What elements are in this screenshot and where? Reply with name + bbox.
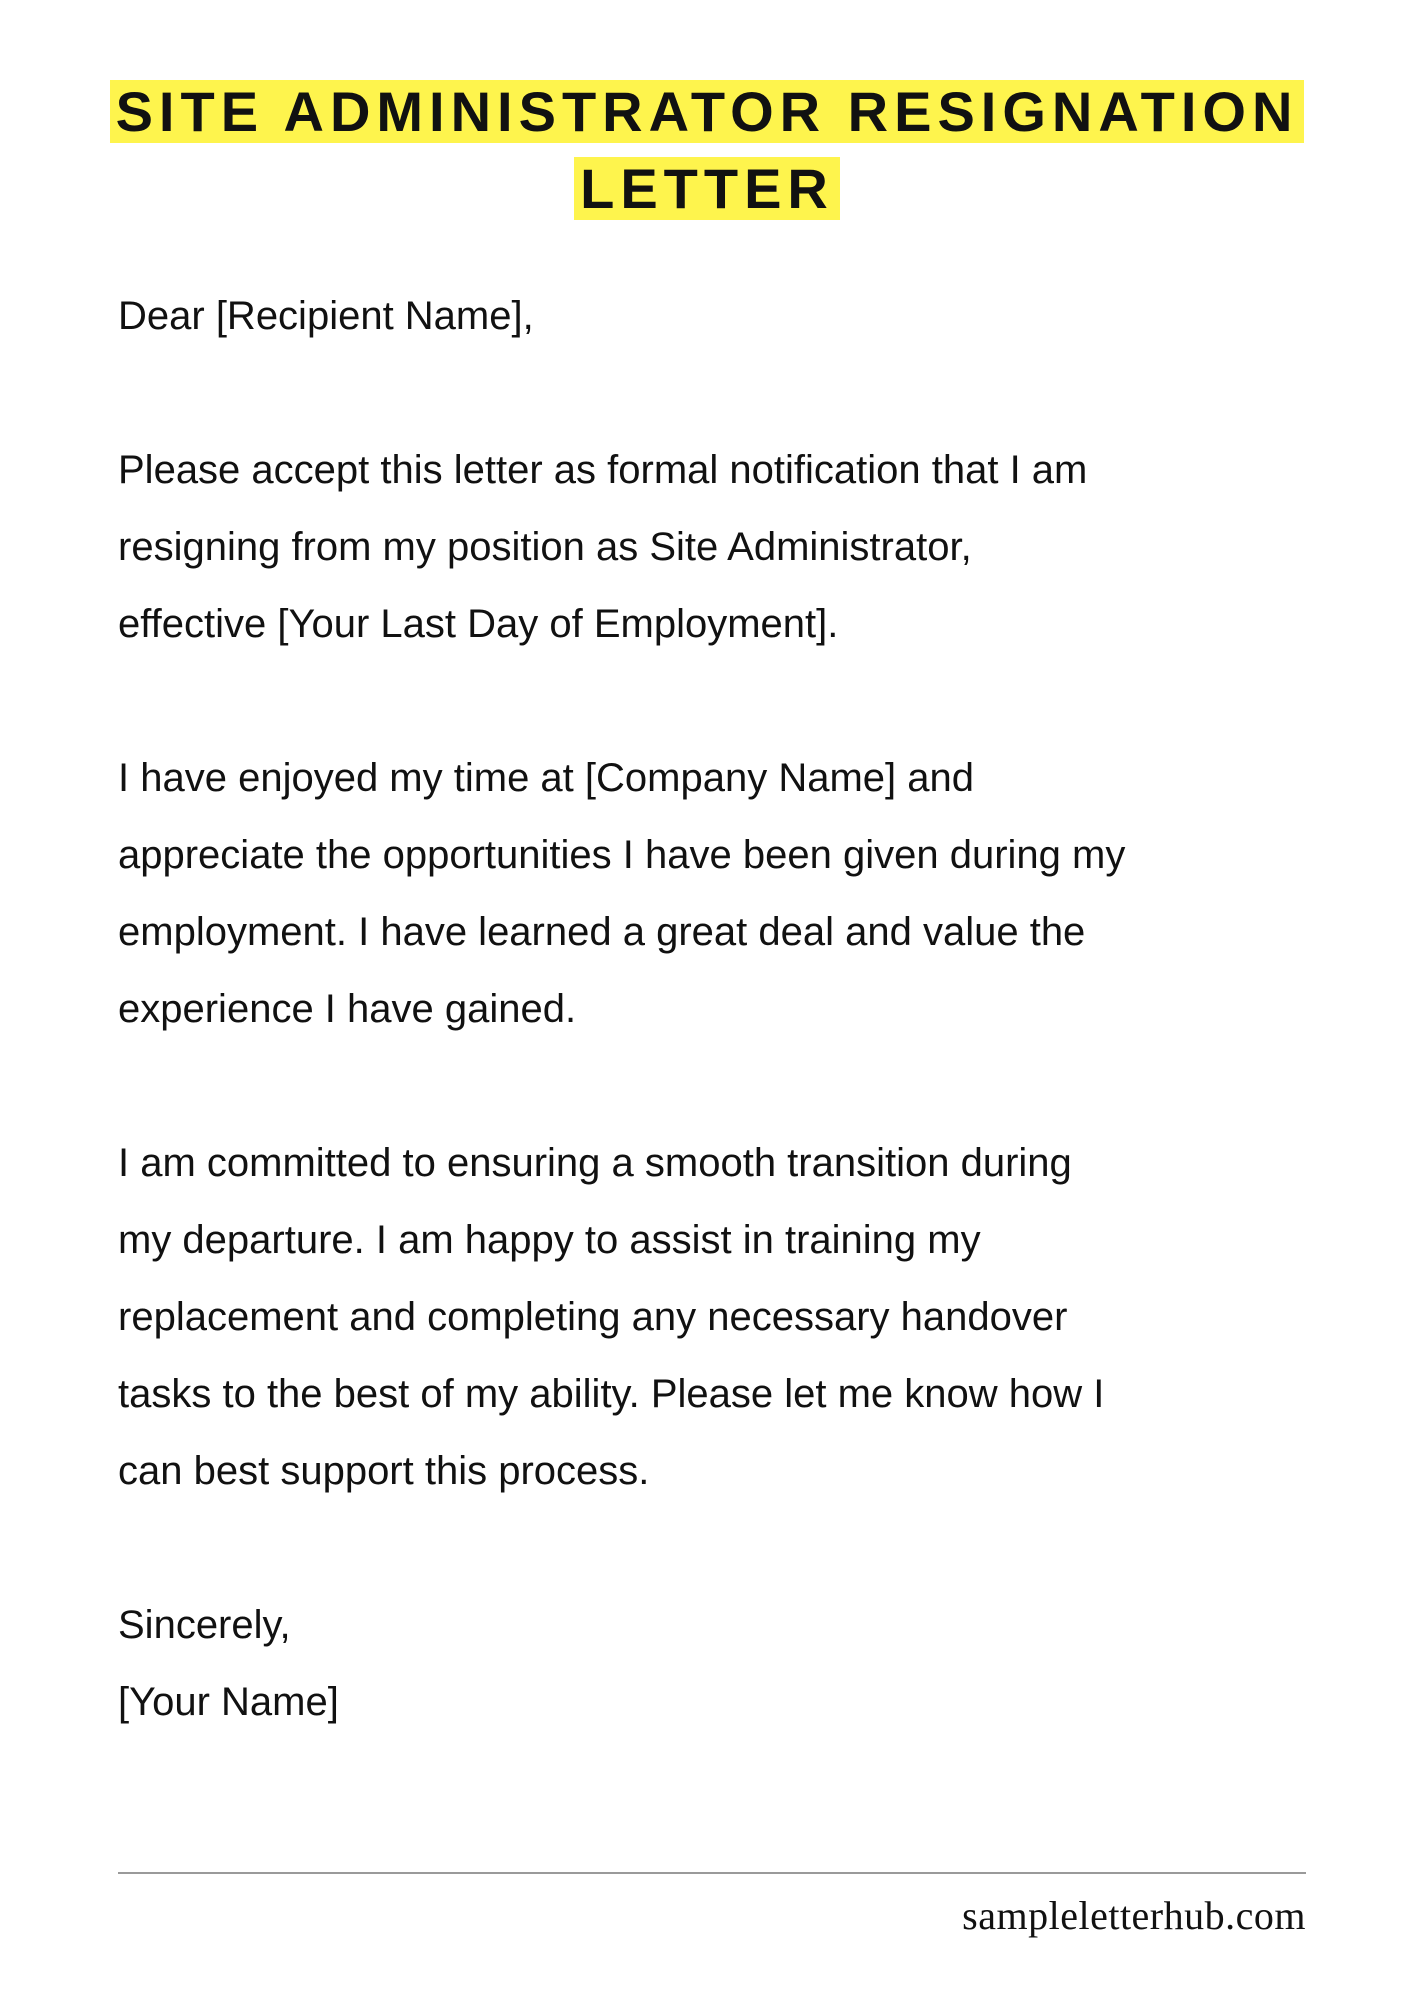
paragraph-appreciation: I have enjoyed my time at [Company Name] and appreciate the opportunities I have been given during my employment. I have learned a great deal and value the experience I have gained. [118,756,1126,1031]
footer-divider [118,1872,1306,1874]
signature: [Your Name] [118,1680,339,1724]
salutation: Dear [Recipient Name], [118,294,534,338]
letter-body [118,278,1358,1741]
paragraph-transition: I am committed to ensuring a smooth transition during my departure. I am happy to assist in training my replacement and completing any necessary handover tasks to the best of my ability. Please let me know how I can best support this process. [118,1141,1105,1493]
title-highlight: SITE ADMINISTRATOR RESIGNATION LETTER [110,80,1305,220]
page-title [40,73,1374,227]
paragraph-resignation-notice: Please accept this letter as formal notification that I am resigning from my position as Site Administrator, effective [Your Last Day of Employment]. [118,448,1088,646]
closing: Sincerely, [118,1603,291,1647]
footer-website: sampleletterhub.com [962,1893,1306,1938]
